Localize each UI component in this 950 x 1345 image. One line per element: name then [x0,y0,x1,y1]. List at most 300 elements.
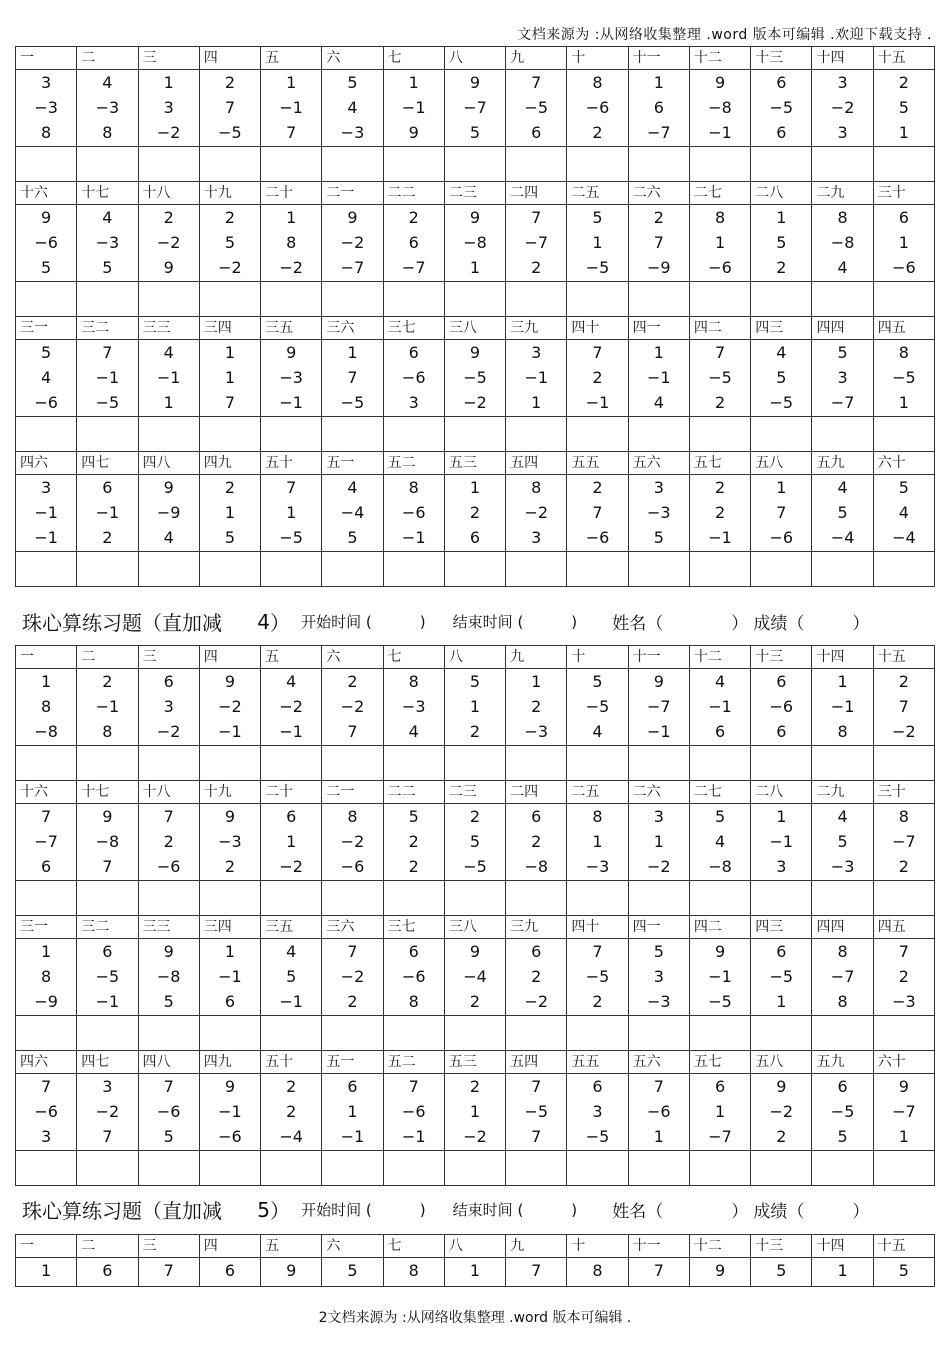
problem-term: 3 [102,1077,113,1096]
answer-cell[interactable] [261,746,322,781]
problem-cell [16,1258,77,1287]
problem-cell [383,804,444,881]
problem-term: −5 [340,393,365,412]
problem-term: −2 [340,967,365,986]
problem-cell [16,70,77,147]
problem-number: 十九 [199,781,260,804]
answer-cell[interactable] [199,881,260,916]
answer-cell[interactable] [383,1151,444,1186]
answer-cell[interactable] [751,881,812,916]
problem-term: −1 [646,722,671,741]
problem-cell [812,939,873,1016]
problem-term: 5 [102,258,113,277]
problem-term: −6 [769,528,794,547]
problem-cell [873,804,934,881]
problem-cell [751,1074,812,1151]
problem-number: 十六 [16,182,77,205]
problem-term: −7 [892,832,916,851]
answer-cell[interactable] [506,1016,567,1051]
answer-cell[interactable] [444,1151,505,1186]
problem-number: 五四 [506,1051,567,1074]
problem-term: 1 [163,73,174,92]
problem-term: 2 [592,123,603,142]
answer-cell[interactable] [751,417,812,452]
answer-cell[interactable] [138,746,199,781]
end-time-label: 结束时间 ( [452,1201,524,1219]
problem-term: 6 [592,1077,603,1096]
problem-cell [689,804,750,881]
problem-number: 十四 [812,646,873,669]
answer-cell[interactable] [689,282,750,317]
problem-term: 5 [776,1261,787,1280]
problem-cell [322,939,383,1016]
problem-term: 3 [837,123,848,142]
answer-cell[interactable] [628,746,689,781]
problem-cell [812,804,873,881]
problem-number: 三 [138,1235,199,1258]
answer-cell[interactable] [506,417,567,452]
answer-cell[interactable] [506,282,567,317]
answer-cell[interactable] [138,552,199,587]
problem-number: 九 [506,1235,567,1258]
answer-cell[interactable] [77,552,138,587]
problem-number: 三四 [199,916,260,939]
answer-cell[interactable] [77,1151,138,1186]
answer-cell[interactable] [383,147,444,182]
answer-cell[interactable] [689,417,750,452]
problem-cell [751,1258,812,1287]
answer-cell[interactable] [567,147,628,182]
answer-cell[interactable] [873,881,934,916]
problem-number: 六十 [873,452,934,475]
answer-cell[interactable] [16,147,77,182]
problem-cell [628,205,689,282]
answer-cell[interactable] [567,881,628,916]
problem-term: 2 [898,857,909,876]
answer-cell[interactable] [689,552,750,587]
answer-cell[interactable] [628,881,689,916]
problem-number: 五八 [751,1051,812,1074]
problem-term: 8 [837,208,848,227]
answer-cell[interactable] [628,1151,689,1186]
problem-term: 9 [653,672,664,691]
problem-term: 4 [776,343,787,362]
answer-cell[interactable] [628,147,689,182]
answer-cell[interactable] [77,881,138,916]
answer-cell[interactable] [138,417,199,452]
problem-term: 1 [776,807,787,826]
answer-cell[interactable] [261,1016,322,1051]
problem-term: 2 [714,503,726,522]
problem-term: −1 [524,368,549,387]
problem-row [16,669,935,746]
answer-cell[interactable] [751,147,812,182]
problem-number: 二二 [383,182,444,205]
answer-cell[interactable] [261,1151,322,1186]
problem-term: 5 [776,368,787,387]
answer-cell[interactable] [199,147,260,182]
problem-term: 2 [163,832,174,851]
problem-cell [873,70,934,147]
problem-cell [199,1074,260,1151]
problem-number: 十七 [77,182,138,205]
problem-cell [567,1074,628,1151]
answer-cell[interactable] [322,1016,383,1051]
answer-cell[interactable] [812,552,873,587]
problem-cell [16,804,77,881]
problem-term: 3 [592,1102,603,1121]
problem-term: 5 [592,208,603,227]
answer-cell[interactable] [873,417,934,452]
end-time-close: ) [571,1200,578,1219]
problem-term: 6 [102,478,113,497]
answer-cell[interactable] [77,282,138,317]
problem-cell [16,939,77,1016]
answer-cell[interactable] [77,746,138,781]
answer-cell[interactable] [261,552,322,587]
problem-cell [628,340,689,417]
answer-cell[interactable] [322,417,383,452]
problem-number: 四 [199,1235,260,1258]
problem-term: 1 [653,832,664,851]
answer-cell[interactable] [751,1151,812,1186]
answer-cell[interactable] [138,1016,199,1051]
problem-number: 八 [444,1235,505,1258]
problem-term: −6 [769,697,794,716]
problem-term: 2 [224,208,236,227]
answer-cell[interactable] [628,282,689,317]
answer-cell[interactable] [322,282,383,317]
problem-cell [506,205,567,282]
problem-term: 7 [531,73,542,92]
problem-term: 5 [347,1261,358,1280]
problem-number: 四八 [138,452,199,475]
answer-cell[interactable] [567,552,628,587]
problem-term: −3 [95,98,120,117]
problem-term: −1 [708,123,732,142]
problem-number: 十一 [628,47,689,70]
problem-term: 5 [837,503,848,522]
problem-term: 1 [898,1127,909,1146]
problem-term: −6 [34,233,58,252]
answer-cell[interactable] [567,1016,628,1051]
answer-cell[interactable] [812,147,873,182]
answer-row [16,1016,935,1051]
problem-number: 三三 [138,317,199,340]
problem-number: 五三 [444,452,505,475]
problem-term: 1 [469,1261,481,1280]
answer-cell[interactable] [444,282,505,317]
problem-term: −7 [524,233,549,252]
problem-term: 2 [531,697,542,716]
problem-term: 2 [286,1077,297,1096]
problem-term: 9 [163,258,174,277]
answer-cell[interactable] [812,417,873,452]
problem-number: 三七 [383,916,444,939]
problem-number: 一 [16,646,77,669]
problem-term: 3 [163,98,174,117]
answer-cell[interactable] [444,417,505,452]
problem-number: 五一 [322,452,383,475]
answer-cell[interactable] [77,417,138,452]
answer-cell[interactable] [383,746,444,781]
problem-term: 1 [347,1102,358,1121]
problem-term: 2 [776,258,787,277]
problem-number: 五五 [567,452,628,475]
problem-term: −7 [892,1102,916,1121]
answer-cell[interactable] [873,147,934,182]
answer-cell[interactable] [138,282,199,317]
problem-term: 2 [531,258,542,277]
answer-cell[interactable] [751,746,812,781]
problem-term: −5 [708,992,732,1011]
answer-cell[interactable] [812,1016,873,1051]
answer-cell[interactable] [751,282,812,317]
answer-cell[interactable] [261,417,322,452]
answer-cell[interactable] [444,1016,505,1051]
answer-cell[interactable] [16,552,77,587]
problem-term: 7 [41,807,52,826]
answer-cell[interactable] [199,746,260,781]
answer-cell[interactable] [322,881,383,916]
problem-number: 十八 [138,781,199,804]
answer-cell[interactable] [16,1151,77,1186]
problem-term: 1 [653,73,664,92]
problem-term: −2 [340,697,365,716]
start-time-close: ) [419,1200,426,1219]
problem-number: 五四 [506,452,567,475]
problem-row [16,340,935,417]
problem-cell [628,70,689,147]
answer-cell[interactable] [199,1151,260,1186]
answer-cell[interactable] [751,1016,812,1051]
problem-term: 9 [469,942,481,961]
answer-cell[interactable] [77,1016,138,1051]
problem-term: 7 [776,503,787,522]
answer-cell[interactable] [873,746,934,781]
answer-cell[interactable] [16,881,77,916]
answer-cell[interactable] [628,552,689,587]
answer-cell[interactable] [16,746,77,781]
answer-cell[interactable] [383,552,444,587]
answer-cell[interactable] [567,282,628,317]
problem-term: −1 [95,697,120,716]
problem-term: 1 [41,942,52,961]
answer-cell[interactable] [138,147,199,182]
problem-number: 三三 [138,916,199,939]
problem-term: −1 [708,697,732,716]
problem-number: 五 [261,1235,322,1258]
answer-cell[interactable] [506,1151,567,1186]
problem-term: −1 [279,98,303,117]
problem-cell [138,1074,199,1151]
answer-cell[interactable] [873,552,934,587]
problem-number: 十八 [138,182,199,205]
problem-term: 8 [592,73,603,92]
answer-cell[interactable] [199,552,260,587]
problem-term: 4 [653,393,664,412]
problem-cell [751,475,812,552]
problem-term: 1 [714,1102,726,1121]
problem-cell [77,1074,138,1151]
answer-cell[interactable] [444,147,505,182]
answer-cell[interactable] [506,746,567,781]
problem-cell [261,804,322,881]
answer-cell[interactable] [261,147,322,182]
end-time-label: 结束时间 ( [452,613,524,631]
problem-term: 6 [776,123,787,142]
problem-term: 9 [286,343,297,362]
problem-cell [751,939,812,1016]
answer-cell[interactable] [567,417,628,452]
problem-cell [444,939,505,1016]
problem-term: −2 [218,258,242,277]
answer-cell[interactable] [16,1016,77,1051]
problem-cell [628,475,689,552]
problem-term: −2 [463,1127,487,1146]
answer-cell[interactable] [873,1151,934,1186]
problem-term: 4 [837,478,848,497]
answer-cell[interactable] [322,1151,383,1186]
problem-term: −1 [95,503,120,522]
problem-term: −9 [156,503,181,522]
problem-number: 二九 [812,781,873,804]
answer-cell[interactable] [689,1151,750,1186]
answer-cell[interactable] [383,282,444,317]
answer-cell[interactable] [383,881,444,916]
answer-cell[interactable] [751,552,812,587]
answer-cell[interactable] [322,552,383,587]
problem-number: 二一 [322,182,383,205]
answer-cell[interactable] [689,1016,750,1051]
problem-term: 5 [898,98,909,117]
problem-term: 4 [41,368,52,387]
answer-cell[interactable] [199,282,260,317]
problem-term: 8 [41,697,52,716]
problem-term: −7 [708,1127,732,1146]
answer-cell[interactable] [873,282,934,317]
problem-term: 7 [347,942,358,961]
answer-cell[interactable] [873,1016,934,1051]
answer-cell[interactable] [689,881,750,916]
answer-cell[interactable] [812,746,873,781]
problem-term: 6 [408,343,419,362]
problem-term: 5 [408,807,419,826]
problem-term: −4 [279,1127,303,1146]
problem-term: 2 [531,967,542,986]
answer-cell[interactable] [628,417,689,452]
answer-cell[interactable] [444,552,505,587]
problem-term: 1 [469,258,481,277]
header-row [16,646,935,669]
answer-cell[interactable] [689,746,750,781]
answer-cell[interactable] [261,282,322,317]
header-row [16,781,935,804]
problem-term: 5 [163,1127,174,1146]
problem-term: 6 [163,672,174,691]
problem-term: 6 [347,1077,358,1096]
answer-cell[interactable] [628,1016,689,1051]
problem-cell [506,70,567,147]
answer-cell[interactable] [444,881,505,916]
header-row [16,1051,935,1074]
problem-term: −2 [156,123,181,142]
problem-term: 5 [469,123,481,142]
problem-row [16,70,935,147]
answer-cell[interactable] [812,282,873,317]
problem-term: −2 [279,258,303,277]
problem-number: 六十 [873,1051,934,1074]
problem-number: 四二 [689,916,750,939]
problem-term: −6 [218,1127,242,1146]
problem-number: 四 [199,47,260,70]
answer-cell[interactable] [383,1016,444,1051]
problem-term: 1 [592,233,603,252]
problem-term: −6 [892,258,916,277]
problem-term: 4 [286,672,297,691]
answer-cell[interactable] [199,1016,260,1051]
answer-cell[interactable] [199,417,260,452]
problem-cell [199,205,260,282]
answer-cell[interactable] [812,881,873,916]
answer-cell[interactable] [77,147,138,182]
problem-cell [689,205,750,282]
problem-term: 6 [286,807,297,826]
problem-cell [77,1258,138,1287]
answer-cell[interactable] [506,552,567,587]
answer-cell[interactable] [444,746,505,781]
problem-term: −5 [95,393,120,412]
problem-number: 三一 [16,317,77,340]
problem-number: 十 [567,646,628,669]
problem-term: 8 [408,992,419,1011]
problem-number: 四九 [199,452,260,475]
answer-cell[interactable] [16,417,77,452]
answer-cell[interactable] [138,881,199,916]
problem-cell [383,1074,444,1151]
problem-number: 二八 [751,781,812,804]
problem-cell [628,669,689,746]
answer-cell[interactable] [812,1151,873,1186]
name-label: 姓名（ [612,1202,664,1222]
answer-cell[interactable] [383,417,444,452]
problem-cell [138,340,199,417]
answer-cell[interactable] [322,746,383,781]
problem-cell [506,340,567,417]
answer-cell[interactable] [322,147,383,182]
problem-term: −5 [524,98,549,117]
problem-number: 四二 [689,317,750,340]
problem-cell [751,669,812,746]
answer-cell[interactable] [506,147,567,182]
problem-number: 五十 [261,1051,322,1074]
answer-cell[interactable] [138,1151,199,1186]
problem-number: 九 [506,47,567,70]
problem-term: 4 [898,503,909,522]
problem-number: 三九 [506,916,567,939]
answer-cell[interactable] [567,746,628,781]
answer-cell[interactable] [567,1151,628,1186]
problem-number: 二九 [812,182,873,205]
problem-term: −1 [218,722,242,741]
exercise-title-section-3 [22,1195,922,1223]
problem-cell [751,804,812,881]
answer-cell[interactable] [506,881,567,916]
answer-cell[interactable] [689,147,750,182]
answer-cell[interactable] [261,881,322,916]
answer-row [16,417,935,452]
answer-cell[interactable] [16,282,77,317]
